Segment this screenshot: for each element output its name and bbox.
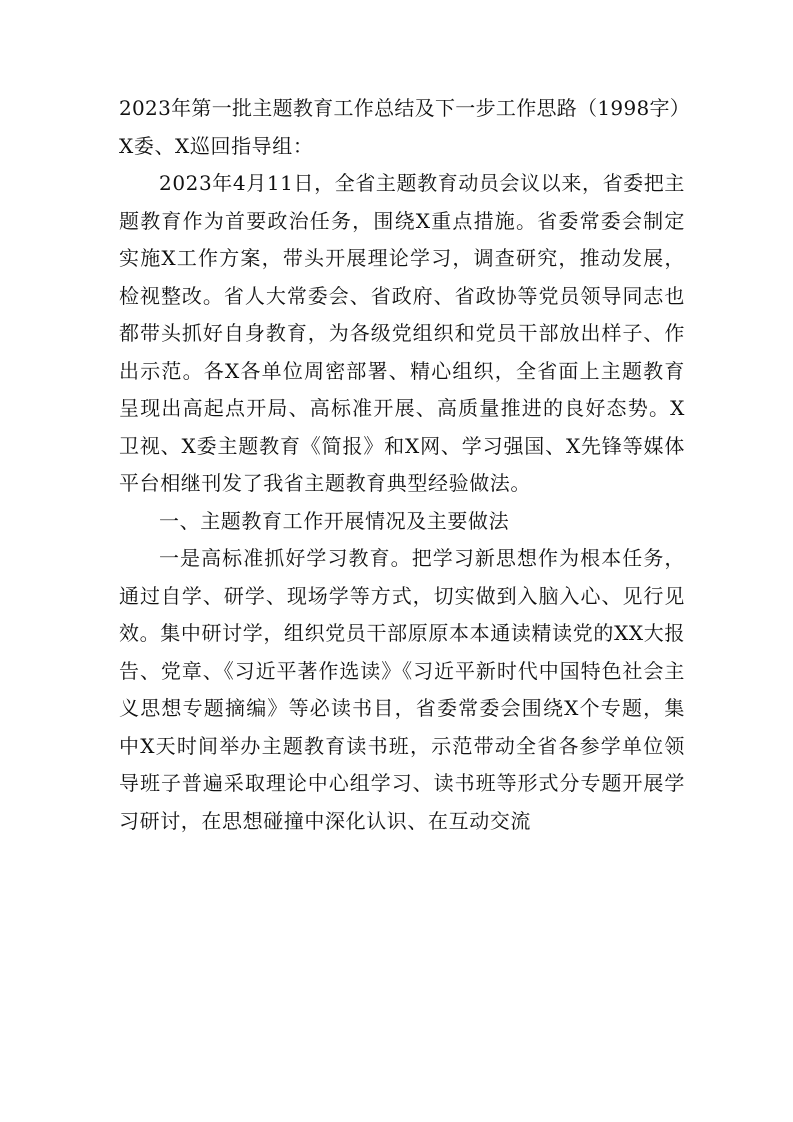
salutation: X委、X巡回指导组： [119, 133, 314, 158]
intro-paragraph: 2023年4月11日，全省主题教育动员会议以来，省委把主题教育作为首要政治任务，围绕X重点措施。省委常委会制定实施X工作方案，带头开展理论学习，调查研究，推动发展，检视整改。省人大常委会、省政府、省政协等党员领导同志也都带头抓好自身教育，为各级党组织和党员干部放出样子、作出示范。各X各单位周密部署、精心组织，全省面上主题教育呈现出高起点开局、高标准开展、高质量推进的良好态势。X卫视、X委主题教育《简报》和X网、学习强国、X先锋等媒体平台相继刊发了我省主题教育典型经验做法。 [119, 171, 685, 495]
document-body [119, 90, 691, 840]
section-heading: 一、主题教育工作开展情况及主要做法 [159, 508, 510, 533]
document-title: 2023年第一批主题教育工作总结及下一步工作思路（1998字） [119, 96, 691, 120]
section-paragraph: 一是高标准抓好学习教育。把学习新思想作为根本任务，通过自学、研学、现场学等方式，切实做到入脑入心、见行见效。集中研讨学，组织党员干部原原本本通读精读党的XX大报告、党章、《习近平著作选读》《习近平新时代中国特色社会主义思想专题摘编》等必读书目，省委常委会围绕X个专题，集中X天时间举办主题教育读书班，示范带动全省各参学单位领导班子普遍采取理论中心组学习、读书班等形式分专题开展学习研讨，在思想碰撞中深化认识、在互动交流 [119, 546, 685, 833]
